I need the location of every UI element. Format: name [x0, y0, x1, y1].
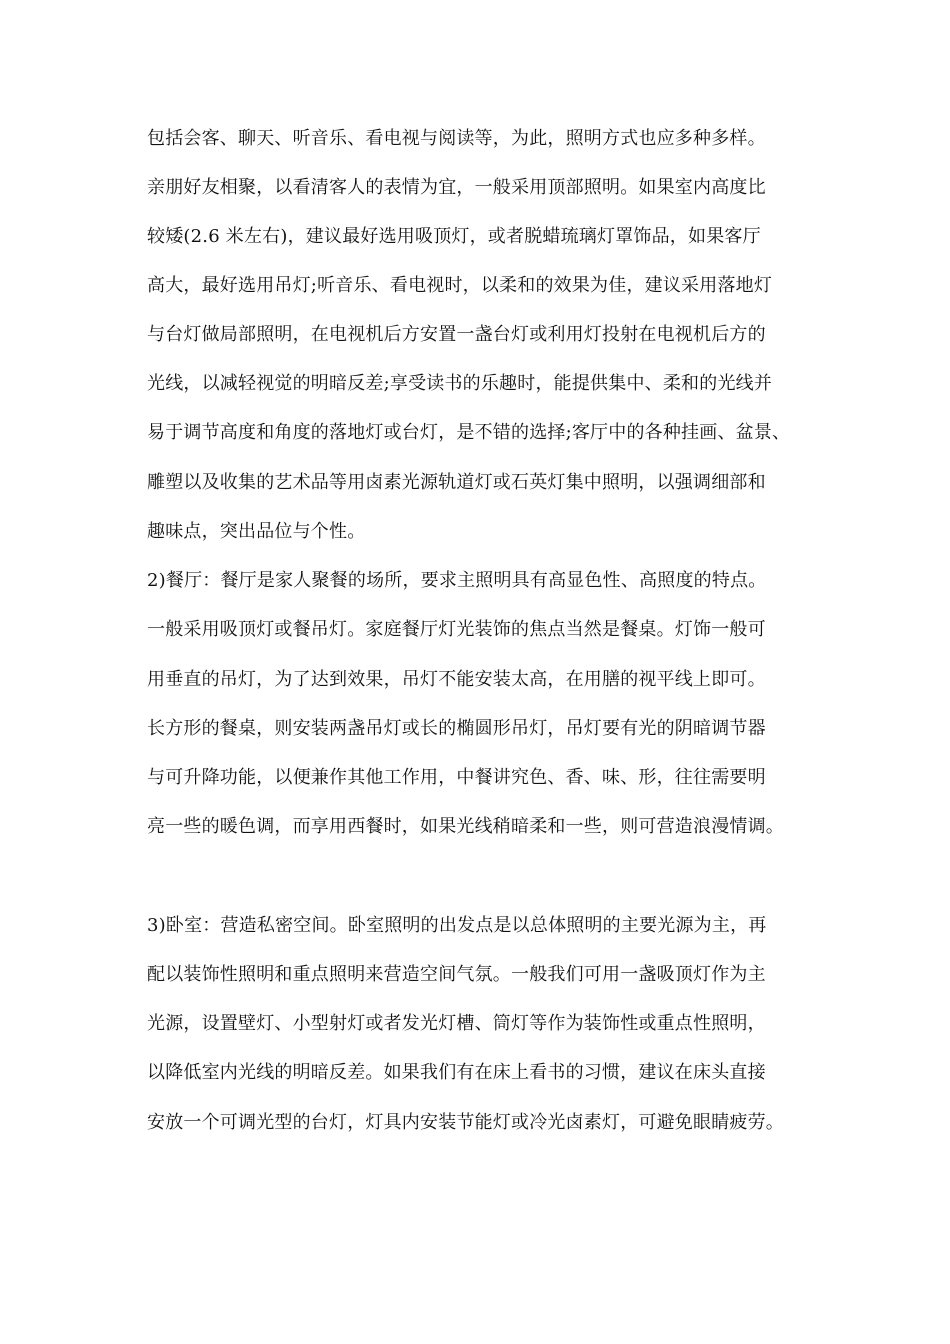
paragraph-line: 与台灯做局部照明，在电视机后方安置一盏台灯或利用灯投射在电视机后方的: [147, 324, 766, 345]
section-heading-dining: 2)餐厅：餐厅是家人聚餐的场所，要求主照明具有高显色性、高照度的特点。: [147, 570, 767, 591]
section-heading-bedroom: 3)卧室：营造私密空间。卧室照明的出发点是以总体照明的主要光源为主，再: [147, 915, 767, 936]
paragraph-line: 安放一个可调光型的台灯，灯具内安装节能灯或冷光卤素灯，可避免眼睛疲劳。: [147, 1112, 784, 1133]
paragraph-line: 与可升降功能，以便兼作其他工作用，中餐讲究色、香、味、形，往往需要明: [147, 767, 766, 788]
paragraph-line: 光源，设置壁灯、小型射灯或者发光灯槽、筒灯等作为装饰性或重点性照明，: [147, 1013, 766, 1034]
paragraph-line: 用垂直的吊灯，为了达到效果，吊灯不能安装太高，在用膳的视平线上即可。: [147, 669, 766, 690]
paragraph-line: 亮一些的暖色调，而享用西餐时，如果光线稍暗柔和一些，则可营造浪漫情调。: [147, 816, 784, 837]
paragraph-line: 配以装饰性照明和重点照明来营造空间气氛。一般我们可用一盏吸顶灯作为主: [147, 964, 766, 985]
paragraph-line: 亲朋好友相聚，以看清客人的表情为宜，一般采用顶部照明。如果室内高度比: [147, 177, 766, 198]
paragraph-line: 以降低室内光线的明暗反差。如果我们有在床上看书的习惯，建议在床头直接: [147, 1062, 766, 1083]
paragraph-line: 易于调节高度和角度的落地灯或台灯，是不错的选择;客厅中的各种挂画、盆景、: [147, 422, 791, 443]
paragraph-line: 长方形的餐桌，则安装两盏吊灯或长的椭圆形吊灯，吊灯要有光的阴暗调节器: [147, 718, 766, 739]
paragraph-line: 一般采用吸顶灯或餐吊灯。家庭餐厅灯光装饰的焦点当然是餐桌。灯饰一般可: [147, 619, 766, 640]
paragraph-line: 趣味点，突出品位与个性。: [147, 521, 366, 542]
paragraph-line: 包括会客、聊天、听音乐、看电视与阅读等，为此，照明方式也应多种多样。: [147, 128, 766, 149]
paragraph-line: 光线，以减轻视觉的明暗反差;享受读书的乐趣时，能提供集中、柔和的光线并: [147, 373, 773, 394]
paragraph-line: 较矮(2.6 米左右)，建议最好选用吸顶灯，或者脱蜡琉璃灯罩饰品，如果客厅: [147, 226, 761, 247]
paragraph-line: 雕塑以及收集的艺术品等用卤素光源轨道灯或石英灯集中照明，以强调细部和: [147, 472, 766, 493]
paragraph-line: 高大，最好选用吊灯;听音乐、看电视时，以柔和的效果为佳，建议采用落地灯: [147, 275, 773, 296]
